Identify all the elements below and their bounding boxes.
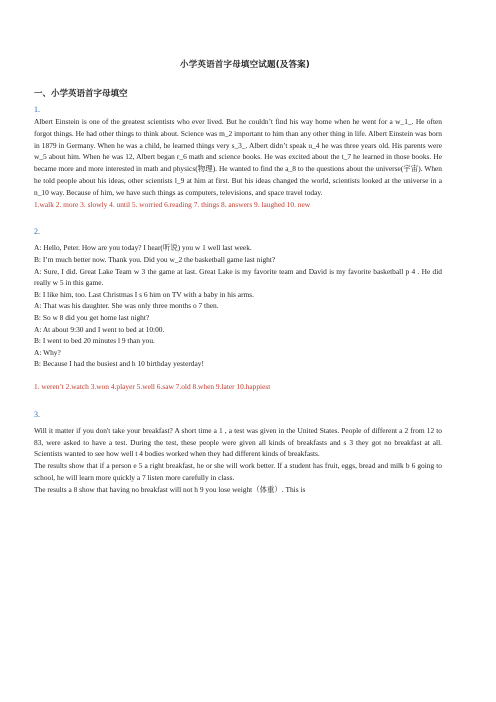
dialogue-line: B: I like him, too. Last Christmas I s 6 him on TV with a baby in his arms. <box>34 289 254 299</box>
dialogue-line: A: Hello, Peter. How are you today? I hear(听说) you w 1 well last week. <box>34 243 252 253</box>
question-3-paragraph: The results a 8 show that having no breakfast will not h 9 you lose weight（体重）. This is <box>34 484 306 494</box>
question-number-2: 2. <box>34 227 40 237</box>
dialogue-line: B: So w 8 did you get home last night? <box>34 312 150 322</box>
dialogue-line: B: I went to bed 20 minutes l 9 than you. <box>34 336 155 346</box>
section-heading: 一、小学英语首字母填空 <box>34 89 128 99</box>
question-number-3: 3. <box>34 409 40 419</box>
dialogue-line: A: That was his daughter. She was only three months o 7 then. <box>34 301 219 311</box>
question-1-passage: Albert Einstein is one of the greatest scientists who ever lived. But he couldn’t find his way home when he went for a w_1_. He often forgot things. He had other things to think about. Science was m_2 important to him than any other thing in life. Albert Einstein was born in 1879 in Germany. When he was a child, he learned things very s_3_. Albert didn’t speak u_4 he was three years old. His parents were w_5 about him. When he was 12, Albert began r_6 math and science books. He was excited about the t_7 he learned in those books. He became more and more interested in math and physics(物理). He wanted to find the a_8 to the questions about the universe(宇宙). When he told people about his ideas, other scientists l_9 at him at first. But his ideas changed the world, scientists looked at the universe in a n_10 way. Because of him, we have such things as computers, televisions, and space travel today. <box>34 117 442 197</box>
question-2-answer: 1. weren’t 2.watch 3.won 4.player 5.well 6.saw 7.old 8.when 9.later 10.happiest <box>34 381 271 391</box>
question-1-answer: 1.walk 2. more 3. slowly 4. until 5. worried 6.reading 7. things 8. answers 9. laughed 10. new <box>34 199 311 209</box>
dialogue-line: A: Sure, I did. Great Lake Team w 3 the game at last. Great Lake is my favorite team and David is my favorite basketball p 4 . He did really w 5 in this game. <box>34 266 442 288</box>
document-title: 小学英语首字母填空试题(及答案) <box>180 60 310 70</box>
dialogue-line: A: At about 9:30 and I went to bed at 10:00. <box>34 324 165 334</box>
question-number-1: 1. <box>34 105 40 114</box>
dialogue-line: B: Because I had the busiest and h 10 birthday yesterday! <box>34 359 204 369</box>
question-3-paragraph: Will it matter if you don't take your breakfast? A short time a 1 , a test was given in the United States. People of different a 2 from 12 to 83, were asked to have a test. During the test, these people were given all kinds of breakfasts and s 3 they got no breakfast at all. Scientists wanted to see how well t 4 bodies worked when they had different kinds of breakfasts. <box>34 425 442 459</box>
dialogue-line: A: Why? <box>34 347 61 357</box>
question-3-paragraph: The results show that if a person e 5 a right breakfast, he or she will work better. If a student has fruit, eggs, bread and milk b 6 going to school, he will learn more quickly a 7 listen more carefully in class. <box>34 461 442 482</box>
dialogue-line: B: I’m much better now. Thank you. Did you w_2 the basketball game last night? <box>34 254 276 264</box>
